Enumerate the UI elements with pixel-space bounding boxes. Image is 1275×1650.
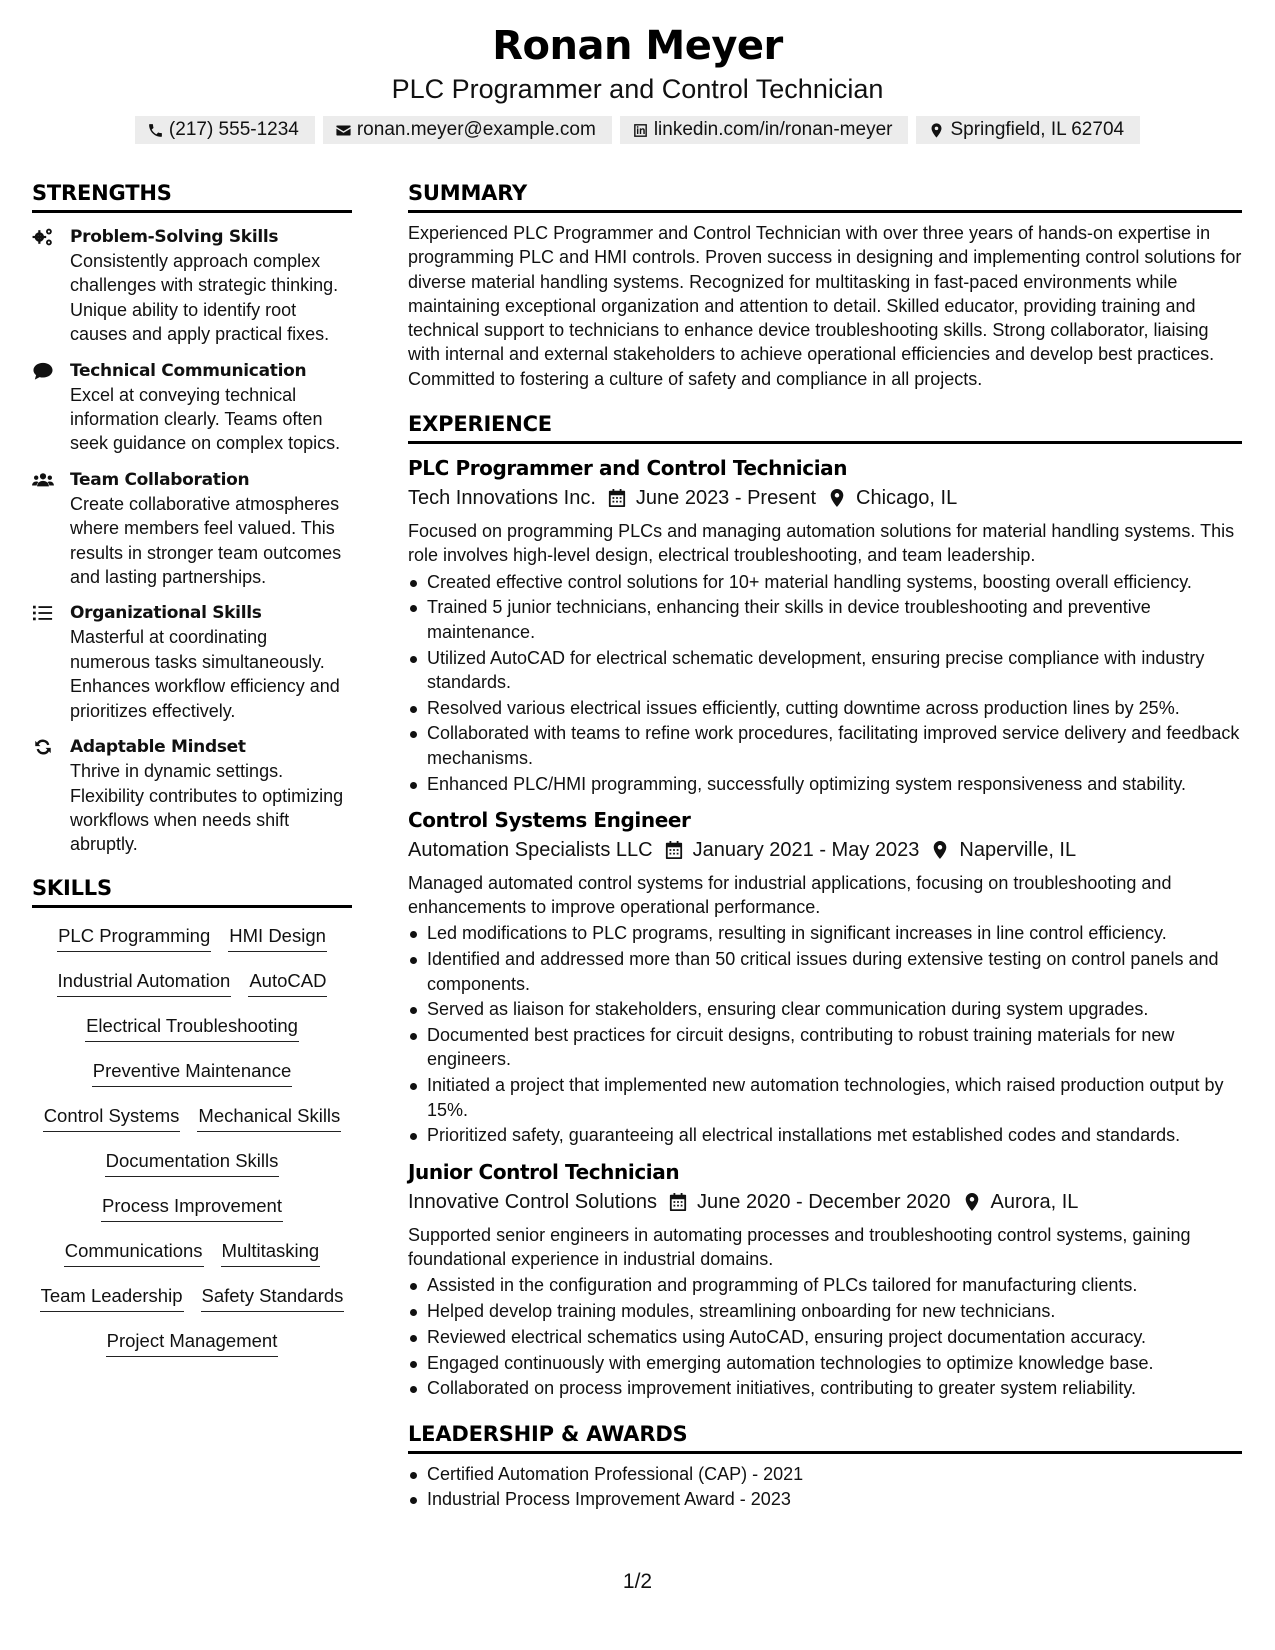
job-dates: January 2021 - May 2023 bbox=[692, 838, 920, 861]
skill-tag: Control Systems bbox=[43, 1104, 181, 1132]
strength-title: Problem-Solving Skills bbox=[70, 227, 279, 247]
strengths-heading: STRENGTHS bbox=[32, 178, 352, 213]
job-meta bbox=[408, 483, 1242, 513]
bullet-item: Reviewed electrical schematics using AutoCAD, ensuring project documentation accuracy. bbox=[408, 1325, 1242, 1349]
bullet-item: Led modifications to PLC programs, resulting in significant increases in line control efficiency. bbox=[408, 921, 1242, 945]
bullet-item: Initiated a project that implemented new automation technologies, which raised production output by 15%. bbox=[408, 1073, 1242, 1122]
job-company: Innovative Control Solutions bbox=[408, 1190, 658, 1213]
job-description: Supported senior engineers in automating processes and troubleshooting control systems, gaining foundational experience in industrial domains. bbox=[408, 1224, 1191, 1269]
job-location: Chicago, IL bbox=[856, 487, 958, 510]
awards-list bbox=[408, 1462, 1242, 1512]
bullet-item: Assisted in the configuration and programming of PLCs tailored for manufacturing clients. bbox=[408, 1273, 1242, 1297]
skill-tag: PLC Programming bbox=[57, 924, 211, 952]
left-column bbox=[32, 178, 352, 1366]
location-icon bbox=[828, 488, 846, 508]
candidate-role: PLC Programmer and Control Technician bbox=[391, 74, 884, 104]
resume-header bbox=[0, 20, 1275, 144]
job-title: Junior Control Technician bbox=[408, 1159, 680, 1184]
contact-email[interactable] bbox=[323, 116, 612, 144]
users-icon bbox=[32, 470, 54, 490]
contact-location-text: Springfield, IL 62704 bbox=[950, 119, 1125, 140]
job-title: PLC Programmer and Control Technician bbox=[408, 456, 848, 481]
strength-title: Team Collaboration bbox=[70, 469, 250, 490]
skills-section bbox=[32, 873, 352, 1366]
award-item: Industrial Process Improvement Award - 2023 bbox=[408, 1487, 1242, 1511]
bullet-item: Identified and addressed more than 50 critical issues during extensive testing on control panels and components. bbox=[408, 947, 1242, 996]
job-bullets bbox=[408, 921, 1242, 1147]
job-meta bbox=[408, 1187, 1242, 1217]
calendar-icon bbox=[669, 1192, 687, 1212]
bullet-item: Trained 5 junior technicians, enhancing their skills in device troubleshooting and preventive maintenance. bbox=[408, 595, 1242, 644]
bullet-item: Helped develop training modules, streamlining onboarding for new technicians. bbox=[408, 1299, 1242, 1323]
skill-tag: Team Leadership bbox=[40, 1284, 184, 1312]
bullet-item: Resolved various electrical issues efficiently, cutting downtime across production lines by 25%. bbox=[408, 696, 1242, 720]
skill-tag: Industrial Automation bbox=[57, 969, 232, 997]
bullet-item: Served as liaison for stakeholders, ensuring clear communication during system upgrades. bbox=[408, 997, 1242, 1021]
job-dates: June 2020 - December 2020 bbox=[697, 1190, 951, 1213]
job-location: Aurora, IL bbox=[990, 1190, 1079, 1213]
contact-location[interactable] bbox=[916, 116, 1140, 144]
experience-heading: EXPERIENCE bbox=[408, 409, 1242, 444]
contact-phone-text: (217) 555-1234 bbox=[168, 119, 299, 140]
location-icon bbox=[963, 1192, 981, 1212]
location-icon bbox=[931, 840, 949, 860]
job-entry bbox=[408, 806, 1242, 1148]
job-company: Automation Specialists LLC bbox=[408, 838, 653, 861]
bullet-item: Engaged continuously with emerging automation technologies to optimize knowledge base. bbox=[408, 1351, 1242, 1375]
job-bullets bbox=[408, 570, 1242, 796]
calendar-icon bbox=[608, 488, 626, 508]
page-number: 1/2 bbox=[622, 1570, 653, 1593]
linkedin-icon bbox=[632, 122, 649, 139]
strength-item bbox=[32, 468, 352, 590]
summary-heading: SUMMARY bbox=[408, 178, 1242, 213]
list-icon bbox=[32, 603, 54, 623]
bullet-item: Enhanced PLC/HMI programming, successfully optimizing system responsiveness and stability. bbox=[408, 772, 1242, 796]
contact-phone[interactable] bbox=[135, 116, 315, 144]
bullet-item: Documented best practices for circuit designs, contributing to robust training materials for new engineers. bbox=[408, 1023, 1242, 1072]
skill-tag: Electrical Troubleshooting bbox=[85, 1014, 299, 1042]
contact-linkedin-text: linkedin.com/in/ronan-meyer bbox=[653, 119, 893, 140]
refresh-icon bbox=[32, 737, 54, 757]
contact-email-text: ronan.meyer@example.com bbox=[356, 119, 596, 140]
email-icon bbox=[335, 122, 352, 139]
right-column bbox=[408, 178, 1242, 1513]
contact-bar bbox=[0, 116, 1275, 144]
skill-tag: Process Improvement bbox=[101, 1194, 283, 1222]
strength-desc: Thrive in dynamic settings. Flexibility contributes to optimizing workflows when needs shift abruptly. bbox=[70, 761, 344, 855]
skill-tag: Multitasking bbox=[221, 1239, 321, 1267]
skill-tag: AutoCAD bbox=[248, 969, 327, 997]
phone-icon bbox=[147, 122, 164, 139]
skill-tag: Communications bbox=[64, 1239, 204, 1267]
candidate-name: Ronan Meyer bbox=[492, 23, 783, 69]
strength-item bbox=[32, 601, 352, 723]
strength-item bbox=[32, 225, 352, 347]
job-bullets bbox=[408, 1273, 1242, 1400]
bullet-item: Prioritized safety, guaranteeing all electrical installations met established codes and standards. bbox=[408, 1123, 1242, 1147]
gears-icon bbox=[32, 227, 54, 247]
skill-tag: Project Management bbox=[106, 1329, 279, 1357]
calendar-icon bbox=[665, 840, 683, 860]
skills-heading: SKILLS bbox=[32, 873, 352, 908]
strength-desc: Masterful at coordinating numerous tasks simultaneously. Enhances workflow efficiency and prioritizes effectively. bbox=[70, 627, 340, 721]
job-dates: June 2023 - Present bbox=[635, 487, 817, 510]
skills-list bbox=[32, 916, 352, 1366]
strength-item bbox=[32, 735, 352, 857]
location-icon bbox=[928, 122, 945, 139]
job-location: Naperville, IL bbox=[959, 838, 1077, 861]
job-description: Focused on programming PLCs and managing automation solutions for material handling systems. This role involves high-level design, electrical troubleshooting, and team leadership. bbox=[408, 521, 1235, 566]
strength-title: Organizational Skills bbox=[70, 603, 262, 624]
skill-tag: Preventive Maintenance bbox=[92, 1059, 292, 1087]
award-item: Certified Automation Professional (CAP) - 2021 bbox=[408, 1462, 1242, 1486]
job-title: Control Systems Engineer bbox=[408, 807, 691, 832]
job-company: Tech Innovations Inc. bbox=[408, 487, 596, 510]
strength-desc: Excel at conveying technical information clearly. Teams often seek guidance on complex topics. bbox=[70, 384, 341, 454]
strength-item bbox=[32, 359, 352, 456]
strength-desc: Consistently approach complex challenges with strategic thinking. Unique ability to identify root causes and apply practical fixes. bbox=[70, 251, 339, 345]
bullet-item: Collaborated with teams to refine work procedures, facilitating improved service delivery and feedback mechanisms. bbox=[408, 721, 1242, 770]
awards-heading: LEADERSHIP & AWARDS bbox=[408, 1419, 1242, 1454]
strength-title: Technical Communication bbox=[70, 360, 307, 381]
skill-tag: HMI Design bbox=[228, 924, 327, 952]
strength-title: Adaptable Mindset bbox=[70, 737, 246, 758]
job-entry bbox=[408, 1158, 1242, 1401]
bullet-item: Collaborated on process improvement initiatives, contributing to greater system reliability. bbox=[408, 1376, 1242, 1400]
bullet-item: Created effective control solutions for 10+ material handling systems, boosting overall efficiency. bbox=[408, 570, 1242, 594]
contact-linkedin[interactable] bbox=[620, 116, 909, 144]
skill-tag: Mechanical Skills bbox=[197, 1104, 341, 1132]
job-meta bbox=[408, 835, 1242, 865]
speech-bubble-icon bbox=[32, 361, 54, 381]
summary-text: Experienced PLC Programmer and Control Technician with over three years of hands-on expertise in programming PLC and HMI controls. Proven success in designing and implementing control solutions for diverse material handling systems. Recognized for multitasking in fast-paced environments while maintaining exceptional organization and attention to detail. Skilled educator, providing training and technical support to technicians to enhance device troubleshooting skills. Strong collaborator, liaising with internal and external stakeholders to achieve operational efficiencies and develop best practices. Committed to fostering a culture of safety and compliance in all projects. bbox=[408, 223, 1242, 389]
skill-tag: Safety Standards bbox=[201, 1284, 345, 1312]
job-description: Managed automated control systems for industrial applications, focusing on troubleshooting and enhancements to improve operational performance. bbox=[408, 872, 1172, 918]
skill-tag: Documentation Skills bbox=[105, 1149, 280, 1177]
bullet-item: Utilized AutoCAD for electrical schematic development, ensuring precise compliance with industry standards. bbox=[408, 646, 1242, 695]
strength-desc: Create collaborative atmospheres where members feel valued. This results in stronger team outcomes and lasting partnerships. bbox=[70, 493, 342, 588]
job-entry bbox=[408, 454, 1242, 796]
